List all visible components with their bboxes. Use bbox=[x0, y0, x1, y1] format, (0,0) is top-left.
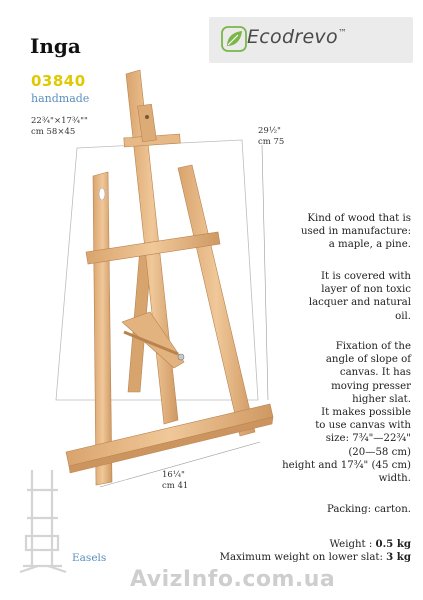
packing-info: Packing: carton. bbox=[326, 504, 411, 515]
category-label: Easels bbox=[72, 552, 107, 564]
easel-icon bbox=[18, 468, 68, 578]
fixation-description: Fixation of the angle of slope of canvas. It has moving presser higher slat. It makes possible to use canvas with size: 7¾"—22¾" (20—58 cm) height and 17¾" (45 cm) width. bbox=[282, 341, 411, 485]
canvas-size-label: 22¾"×17¾"" cm 58×45 bbox=[31, 116, 88, 137]
product-code: 03840 bbox=[31, 72, 86, 90]
product-subtitle: handmade bbox=[31, 92, 90, 105]
watermark: AvizInfo.com.ua bbox=[130, 567, 336, 592]
wood-description: Kind of wood that is used in manufacture: a maple, a pine. bbox=[300, 213, 411, 251]
weight-info: Weight : 0.5 kg Maximum weight on lower slat: 3 kg bbox=[219, 538, 411, 564]
height-label: 29½" cm 75 bbox=[258, 126, 285, 147]
product-title: Inga bbox=[30, 34, 81, 58]
base-width-label: 16¼" cm 41 bbox=[162, 470, 189, 491]
coating-description: It is covered with layer of non toxic lacquer and natural oil. bbox=[308, 271, 411, 322]
brand-name: Ecodrevo™ bbox=[247, 26, 348, 48]
